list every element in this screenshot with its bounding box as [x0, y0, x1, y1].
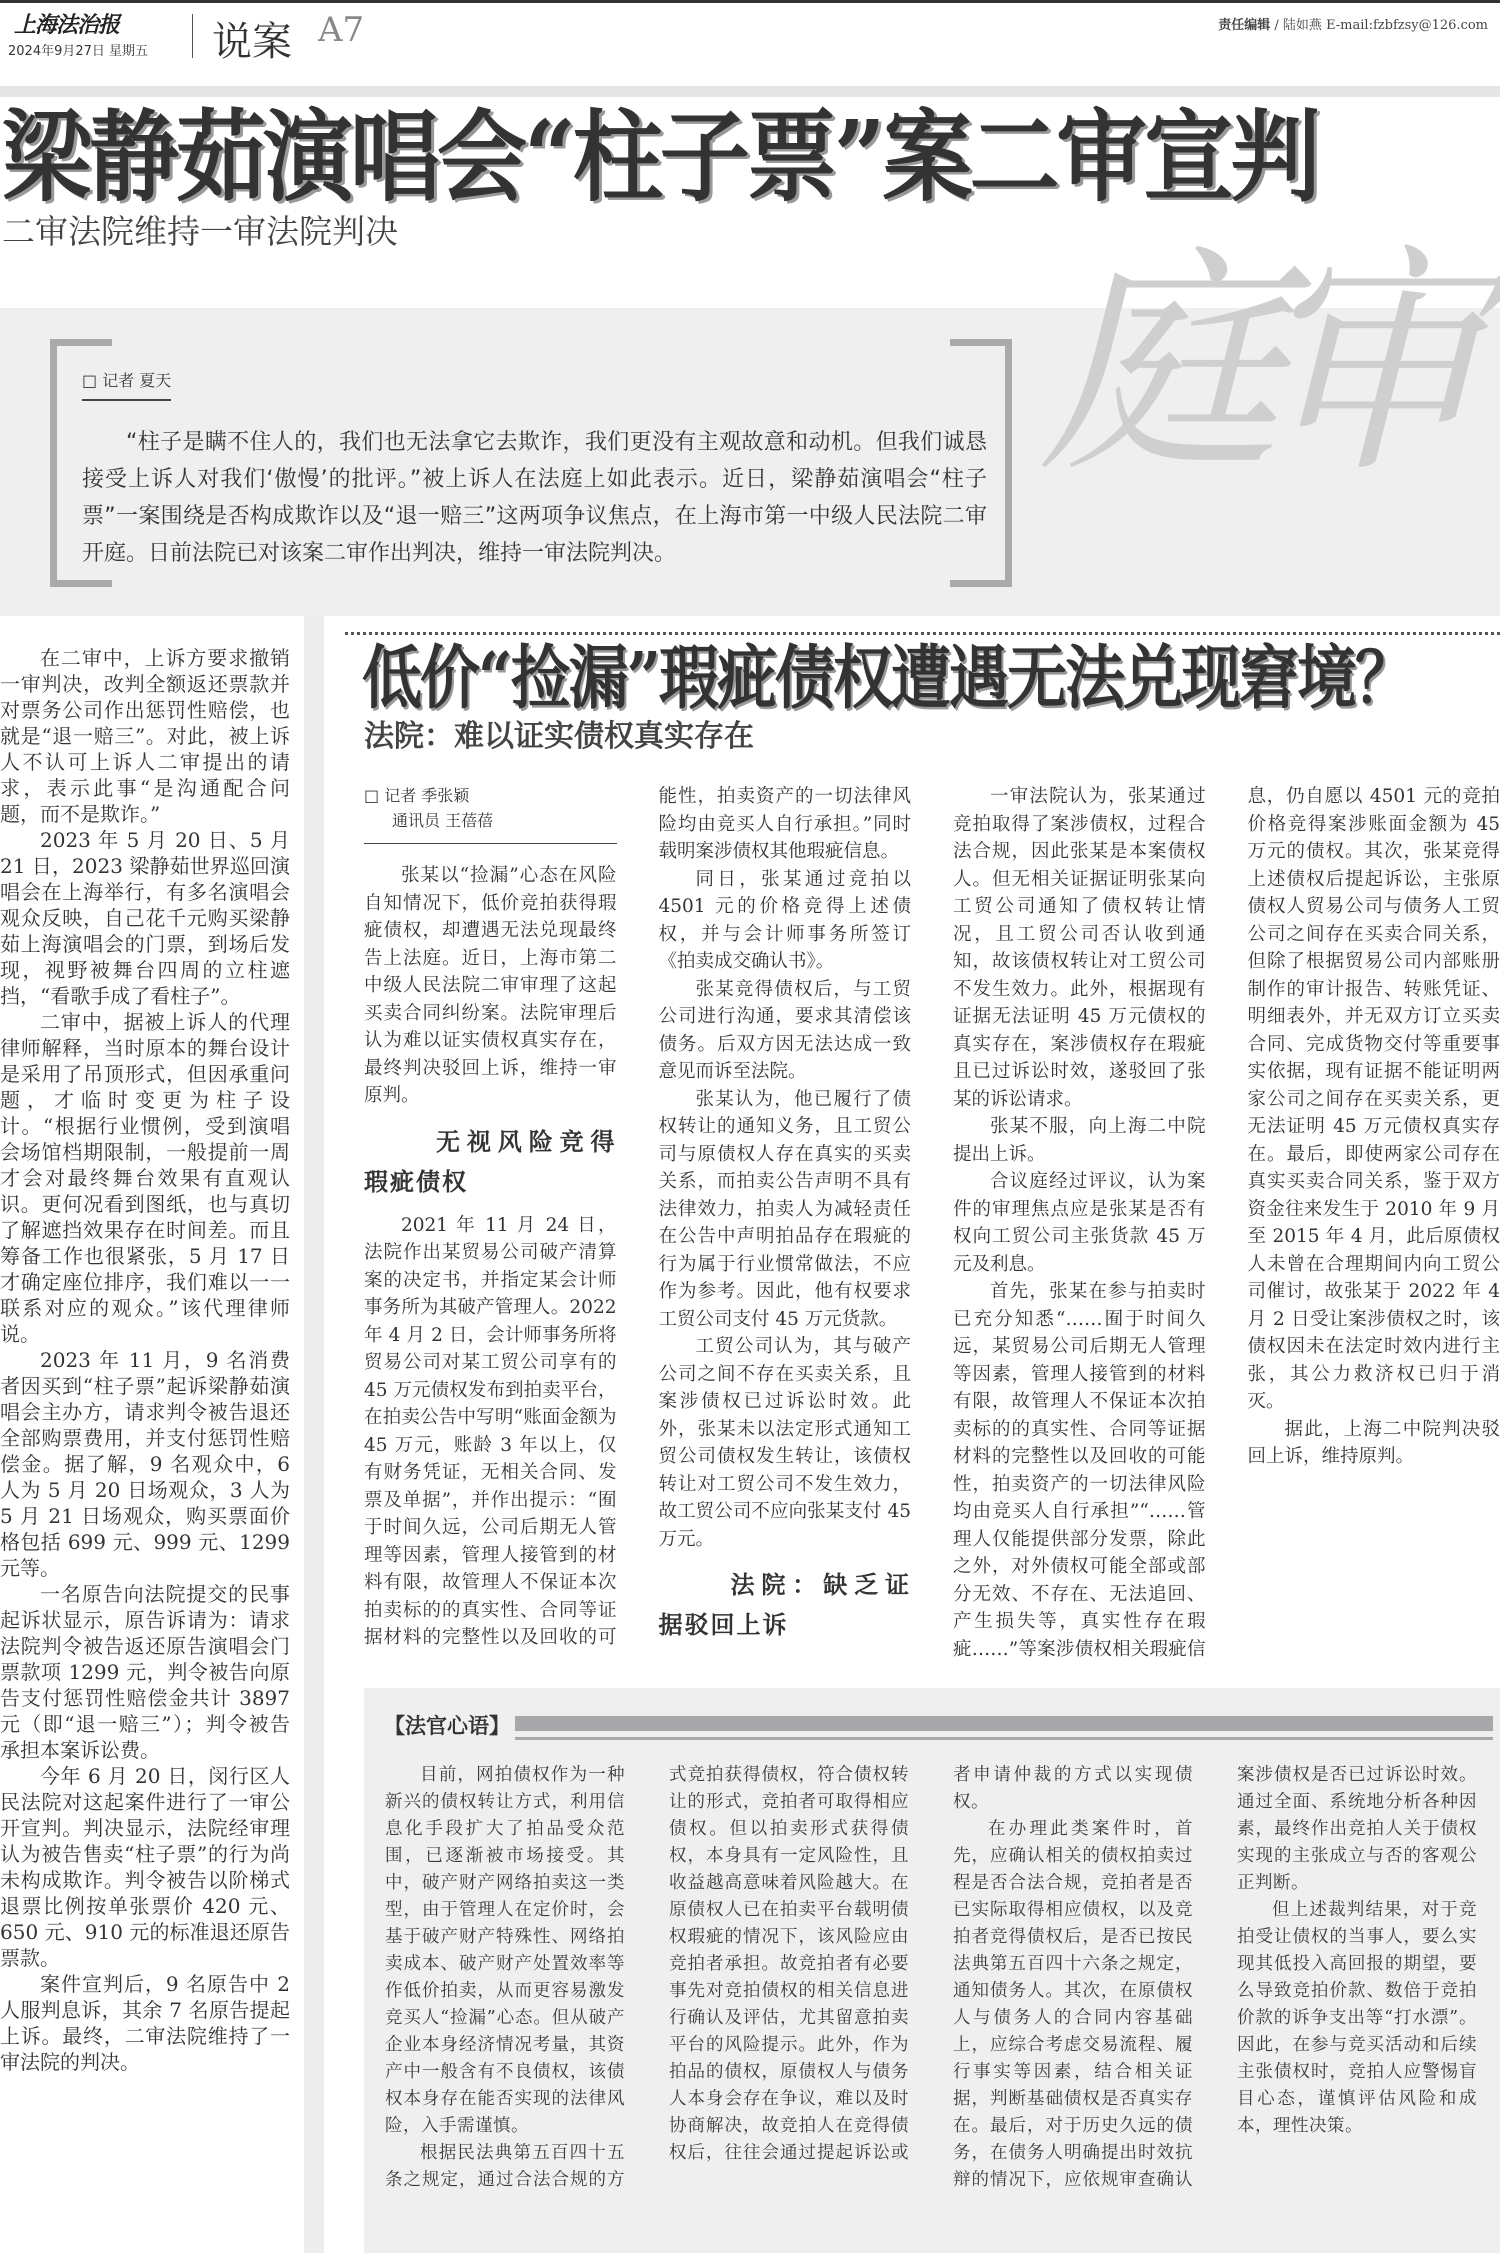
byline-reporter: □ 记者 季张颖 — [364, 786, 470, 805]
paragraph: 张某以“捡漏”心态在风险自知情况下，低价竞拍获得瑕疵债权，却遭遇无法兑现最终告上法庭。近日，上海市第二中级人民法院二审审理了这起买卖合同纠纷案。法院审理后认为难以证实债权真实存在，最终判决驳回上诉，维持一审原判。 — [364, 865, 617, 1106]
second-byline — [364, 783, 617, 844]
paragraph: 一审法院认为，张某通过竞拍取得了案涉债权，过程合法合规，因此张某是本案债权人。但无相关证据证明张某向工贸公司通知了债权转让情况，且工贸公司否认收到通知，故该债权转让对工贸公司不发生效力。此外，根据现有证据无法证明 45 万元债权的真实存在，案涉债权存在瑕疵且已过诉讼时效，遂驳回了张某的诉讼请求。 — [953, 786, 1206, 1110]
editor-credit — [1218, 14, 1488, 33]
byline-correspondent: 通讯员 王蓓蓓 — [392, 811, 494, 830]
paragraph: 今年 6 月 20 日，闵行区人民法院对这起案件进行了一审公开宣判。判决显示，法院经审理认为被告售卖“柱子票”的行为尚未构成欺诈。判令被告以阶梯式退票比例按单张票价 420 元、650 元、910 元的标准退还原告票款。 — [0, 1764, 290, 1970]
paragraph: 一名原告向法院提交的民事起诉状显示，原告诉请为：请求法院判令被告返还原告演唱会门票款项 1299 元，判令被告向原告支付惩罚性赔偿金共计 3897 元（即“退一赔三”）；判令被告承担本案诉讼费。 — [0, 1582, 290, 1762]
paragraph: 首先，张某在参与拍卖时已充分知悉“……囿于时间久远，某贸易公司后期无人管理等因素，管理人接管到的材料有限，故管理人不保证本次拍卖标的的真实性、合同等证据材料的完整性以及回收的可能性，拍卖资产的一切法律风险均由竞买人自行承担”“……管理人仅能提供部分发票，除此之外，对外债权可能全部或部分无效、不存在、无法追回、产生损失等，真实性存在瑕疵……”等案涉债权相关瑕疵信息，仍自愿以 4501 元的竞拍价格竞得案涉账面金额为 45 万元的债权。其次，张某竞得上述债权后提起诉讼，主张原债权人贸易公司与债务人工贸公司之间存在买卖合同关系，但除了根据贸易公司内部账册制作的审计报告、转账凭证、明细表外，并无双方订立买卖合同、完成货物交付等重要事实依据，现有证据不能证明两家公司之间存在买卖关系，更无法证明 45 万元债权真实存在。最后，即使两家公司存在真实买卖合同关系，鉴于双方资金往来发生于 2010 年 9 月至 2015 年 4 月，此后原债权人未曾在合理期间内向工贸公司催讨，故张某于 2022 年 4 月 2 日受让案涉债权之时，该债权因未在法定时效内进行主张，其公力救济权已归于消灭。 — [953, 786, 1500, 1660]
header-band — [0, 86, 1500, 97]
header-divider — [192, 14, 193, 58]
paragraph: 二审中，据被上诉人的代理律师解释，当时原本的舞台设计是采用了吊顶形式，但因承重问题，才临时变更为柱子设计。“根据行业惯例，受到演唱会场馆档期限制，一般提前一周才会对最终舞台效果有直观认识。更何况看到图纸，也与真切了解遮挡效果存在时间差。而且筹备工作也很紧张，5 月 17 日才确定座位排序，我们难以一一联系对应的观众。”该代理律师说。 — [0, 1010, 290, 1346]
paragraph: 但上述裁判结果，对于竞拍受让债权的当事人，要么实现其低投入高回报的期望，要么导致竞拍价款、数倍于竞拍价款的诉争支出等“打水漂”。因此，在参与竞买活动和后续主张债权时，竞拍人应警惕盲目心态，谨慎评估风险和成本，理性决策。 — [1237, 1900, 1477, 2136]
editor-label: 责任编辑 — [1218, 18, 1271, 33]
paragraph: 张某竞得债权后，与工贸公司进行沟通，要求其清偿该债务。后双方因无法达成一致意见而诉至法院。 — [658, 978, 911, 1082]
paragraph: 在办理此类案件时，首先，应确认相关的债权拍卖过程是否合法合规，竞拍者是否已实际取得相应债权，以及竞拍者竞得债权后，是否已按民法典第五百四十六条之规定，通知债务人。其次，在原债权人与债务人的合同内容基础上，应综合考虑交易流程、履行事实等因素，结合相关证据，判断基础债权是否真实存在。最后，对于历史久远的债务，在债务人明确提出时效抗辩的情况下，应依规审查确认案涉债权是否已过诉讼时效。通过全面、系统地分析各种因素，最终作出竞拍人关于债权实现的主张成立与否的客观公正判断。 — [953, 1765, 1477, 2190]
paragraph: 根据民法典第五百四十五条之规定，通过合法合规的方式竞拍获得债权，符合债权转让的形式，竞拍者可取得相应债权。但以拍卖形式获得债权，本身具有一定风险性，且收益越高意味着风险越大。在原债权人已在拍卖平台载明债权瑕疵的情况下，该风险应由竞拍者承担。故竞拍者有必要事先对竞拍债权的相关信息进行确认及评估，尤其留意拍卖平台的风险提示。此外，作为拍品的债权，原债权人与债务人本身会存在争议，难以及时协商解决，故竞拍人在竞得债权后，往往会通过提起诉讼或者申请仲裁的方式以实现债权。 — [385, 1765, 1193, 2190]
paragraph: 同日，张某通过竞拍以 4501 元的价格竞得上述债权，并与会计师事务所签订《拍卖成交确认书》。 — [658, 868, 911, 972]
page-number: A7 — [318, 10, 365, 50]
paragraph: 据此，上海二中院判决驳回上诉，维持原判。 — [1247, 1418, 1500, 1467]
second-story-body — [364, 783, 1500, 1663]
second-headline: 低价“捡漏”瑕疵债权遭遇无法兑现窘境？ — [362, 638, 1414, 719]
main-story-body — [0, 645, 290, 2075]
issue-date: 2024年9月27日 星期五 — [8, 44, 149, 59]
column-separator — [304, 616, 324, 2253]
lede-byline: □ 记者 夏天 — [82, 368, 171, 401]
paragraph: 张某不服，向上海二中院提出上诉。 — [953, 1116, 1206, 1165]
column-calligraphy-art: 庭审 — [1040, 225, 1461, 505]
main-subheadline: 二审法院维持一审法院判决 — [2, 212, 398, 251]
paragraph: 2023 年 5 月 20 日、5 月 21 日，2023 梁静茹世界巡回演唱会在上海举行，有多名演唱会观众反映，自己花千元购买梁静茹上海演唱会的门票，到场后发现，视野被舞台四周的立柱遮挡，“看歌手成了看柱子”。 — [0, 828, 290, 1008]
editor-email[interactable]: E-mail:fzbfzsy@126.com — [1326, 18, 1488, 33]
lede-text: “柱子是瞒不住人的，我们也无法拿它去欺诈，我们更没有主观故意和动机。但我们诚恳接受上诉人对我们‘傲慢’的批评。”被上诉人在法庭上如此表示。近日，梁静茹演唱会“柱子票”一案围绕是否构成欺诈以及“退一赔三”这两项争议焦点，在上海市第一中级人民法院二审开庭。日前法院已对该案二审作出判决，维持一审法院判决。 — [82, 430, 987, 566]
main-headline: 梁静茹演唱会“柱子票”案二审宣判 — [2, 99, 1318, 216]
section-heading: 法院：缺乏证据驳回上诉 — [658, 1571, 911, 1639]
paragraph: 合议庭经过评议，认为案件的审理焦点应是张某是否有权向工贸公司主张货款 45 万元及利息。 — [953, 1171, 1206, 1275]
top-rule — [0, 0, 1500, 3]
commentary-heading: 【法官心语】 — [384, 1714, 510, 1738]
section-heading: 无视风险竞得瑕疵债权 — [364, 1127, 617, 1196]
newspaper-logo: 上海法治报 — [14, 12, 120, 38]
commentary-heading-rule — [515, 1737, 1493, 1740]
second-subheadline: 法院：难以证实债权真实存在 — [364, 719, 754, 754]
editor-name: / 陆如燕 — [1274, 18, 1322, 33]
paragraph: 目前，网拍债权作为一种新兴的债权转让方式，利用信息化手段扩大了拍品受众范围，已逐渐被市场接受。其中，破产财产网络拍卖这一类型，由于管理人在定价时，会基于破产财产特殊性、网络拍卖成本、破产财产处置效率等作低价拍卖，从而更容易激发竞买人“捡漏”心态。但从破产企业本身经济情况考量，其资产中一般含有不良债权，该债权本身存在能否实现的法律风险，入手需谨慎。 — [385, 1765, 625, 2136]
paragraph: 张某认为，他已履行了债权转让的通知义务，且工贸公司与原债权人存在真实的买卖关系，而拍卖公告声明不具有法律效力，拍卖人为减轻责任在公告中声明拍品存在瑕疵的行为属于行业惯常做法，不应作为参考。因此，他有权要求工贸公司支付 45 万元货款。 — [658, 1088, 911, 1330]
commentary-body — [385, 1762, 1477, 2246]
paragraph: 工贸公司认为，其与破产公司之间不存在买卖关系，且案涉债权已过诉讼时效。此外，张某未以法定形式通知工贸公司债权发生转让，该债权转让对工贸公司不发生效力，故工贸公司不应向张某支付 45 万元。 — [658, 1336, 911, 1550]
paragraph: 2021 年 11 月 24 日，法院作出某贸易公司破产清算案的决定书，并指定某会计师事务所为其破产管理人。2022 年 4 月 2 日，会计师事务所将贸易公司对某工贸公司享有的 45 万元债权发布到拍卖平台，在拍卖公告中写明“账面金额为 45 万元，账龄 3 年以上，仅有财务凭证，无相关合同、发票及单据”，并作出提示：“囿于时间久远，公司后期无人管理等因素，管理人接管到的材料有限，故管理人不保证本次拍卖标的的真实性、合同等证据材料的完整性以及回收的可能性，拍卖资产的一切法律风险均由竞买人自行承担。”同时载明案涉债权其他瑕疵信息。 — [364, 786, 911, 1648]
dotted-divider — [345, 632, 1500, 635]
section-name: 说案 — [212, 19, 292, 65]
paragraph: 在二审中，上诉方要求撤销一审判决，改判全额返还票款并对票务公司作出惩罚性赔偿，也就是“退一赔三”。对此，被上诉人不认可上诉人二审提出的请求，表示此事“是沟通配合问题，而不是欺诈。” — [0, 646, 290, 826]
paragraph: 2023 年 11 月，9 名消费者因买到“柱子票”起诉梁静茹演唱会主办方，请求判令被告退还全部购票费用，并支付惩罚性赔偿金。据了解，9 名观众中，6 人为 5 月 20 日场观众，3 人为 5 月 21 日场观众，购买票面价格包括 699 元、999 元、1299 元等。 — [0, 1348, 290, 1580]
paragraph: 案件宣判后，9 名原告中 2 人服判息诉，其余 7 名原告提起上诉。最终，二审法院维持了一审法院的判决。 — [0, 1972, 290, 2074]
commentary-heading-bar — [515, 1716, 1493, 1731]
